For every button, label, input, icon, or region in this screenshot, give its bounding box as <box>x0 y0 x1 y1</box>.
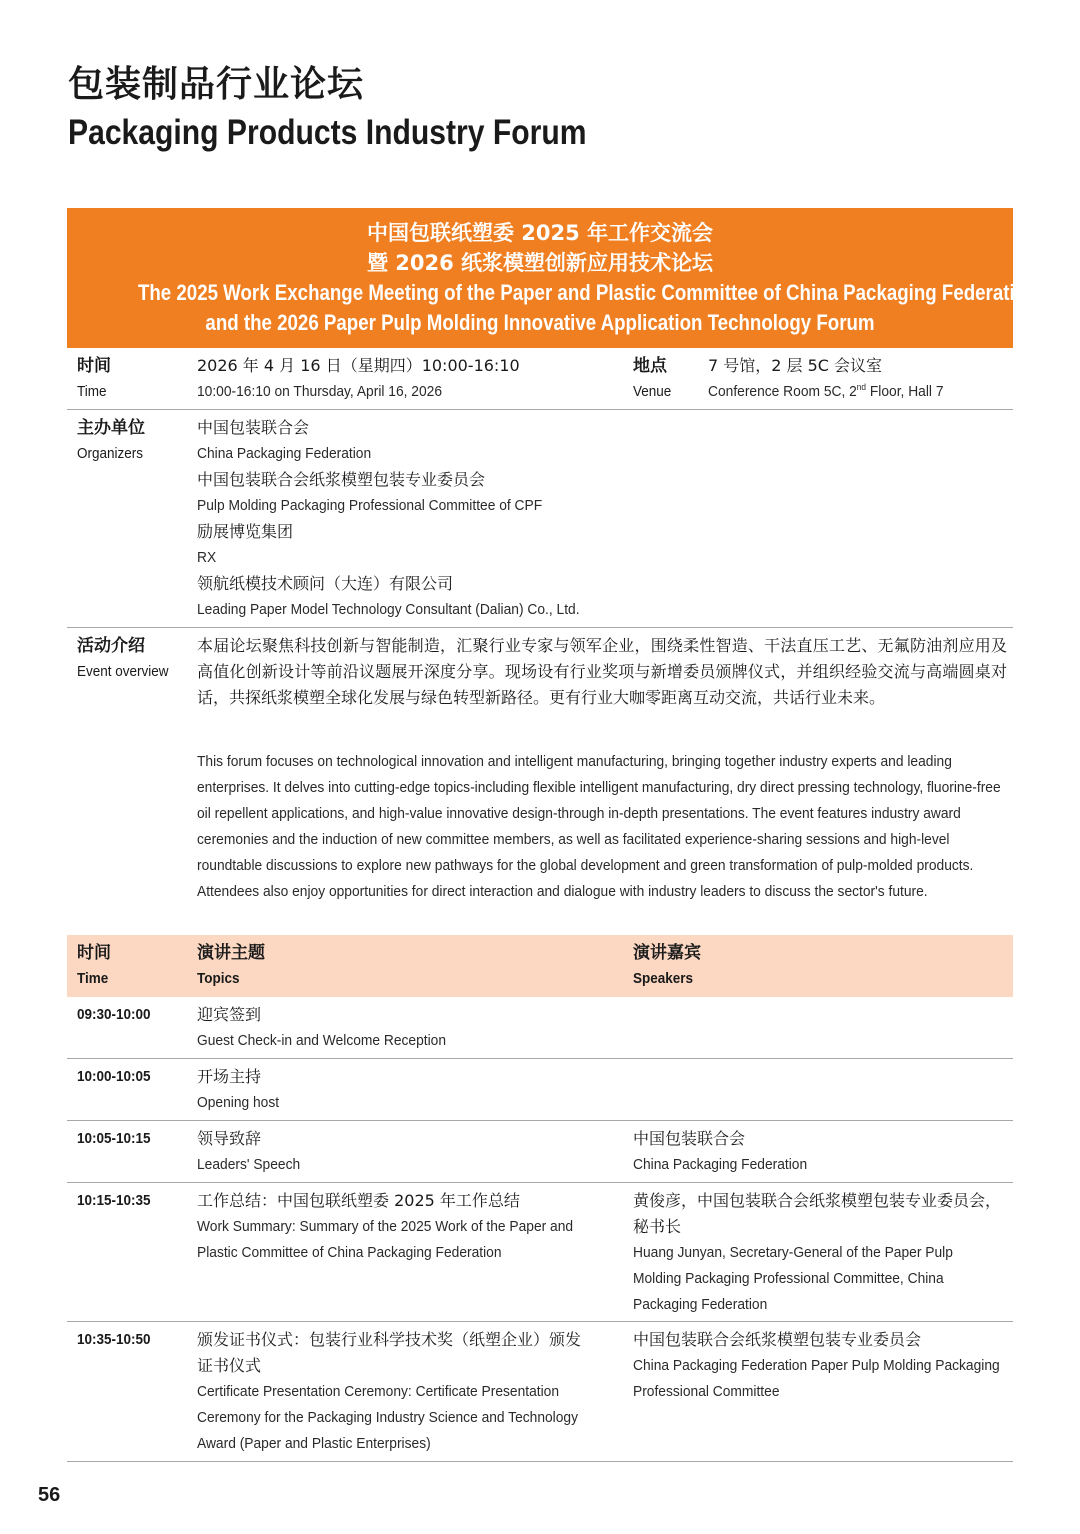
schedule-time: 10:15-10:35 <box>77 1192 151 1209</box>
schedule-topic-en: Certificate Presentation Ceremony: Certificate Presentation Ceremony for the Packaging Industry Science and Technology Award (Paper and Plastic Enterprises) <box>197 1383 579 1452</box>
schedule-header <box>67 935 1013 997</box>
overview-label-en: Event overview <box>77 663 169 680</box>
schedule-topic-cn: 迎宾签到 <box>197 1005 262 1024</box>
schedule-row <box>67 1121 1013 1183</box>
organizer-en: China Packaging Federation <box>197 445 372 462</box>
banner-title-cn-1: 中国包联纸塑委 2025 年工作交流会 <box>366 221 714 245</box>
schedule-speaker-en: Huang Junyan, Secretary-General of the Paper Pulp Molding Packaging Professional Committee, China Packaging Federation <box>633 1244 953 1313</box>
schedule-speaker-en: China Packaging Federation <box>633 1156 808 1173</box>
time-label-en: Time <box>77 383 107 400</box>
schedule-time: 10:05-10:15 <box>77 1130 151 1147</box>
venue-en-sup: nd <box>856 382 867 392</box>
schedule-speakers-label-cn: 演讲嘉宾 <box>633 943 701 963</box>
banner-title-cn-2: 暨 2026 纸浆模塑创新应用技术论坛 <box>366 251 714 275</box>
schedule-row <box>67 1183 1013 1322</box>
overview-text-en: This forum focuses on technological innovation and intelligent manufacturing, bringing together industry experts and leading enterprises. It delves into cutting-edge topics-including flexible intelligent manufacturing, dry direct pressing technology, fluorine-free oil repellent applications, and high-value innovative design-through in-depth presentations. The event features industry award ceremonies and the induction of new committee members, as well as facilitated experience-sharing sessions and high-level roundtable discussions to explore new pathways for the global development and green transformation of pulp-molded products. Attendees also enjoy opportunities for direct interaction and dialogue with industry leaders to discuss the sector's future. <box>197 753 1001 900</box>
overview-text-cn: 本届论坛聚焦科技创新与智能制造，汇聚行业专家与领军企业，围绕柔性智造、干法直压工艺、无氟防油剂应用及高值化创新设计等前沿议题展开深度分享。现场设有行业奖项与新增委员颁牌仪式，并组织经验交流与高端圆桌对话，共探纸浆模塑全球化发展与绿色转型新路径。更有行业大咖零距离互动交流，共话行业未来。 <box>197 636 1007 707</box>
schedule-time-label-cn: 时间 <box>77 943 111 963</box>
organizer-cn: 领航纸模技术顾问（大连）有限公司 <box>197 574 454 593</box>
overview-label-cn: 活动介绍 <box>77 636 145 656</box>
schedule-time: 10:00-10:05 <box>77 1068 151 1085</box>
schedule-time: 10:35-10:50 <box>77 1331 151 1348</box>
venue-value-cn: 7 号馆，2 层 5C 会议室 <box>708 356 883 375</box>
organizers-label-cn: 主办单位 <box>77 418 145 438</box>
schedule-topic-cn: 领导致辞 <box>197 1129 262 1148</box>
page-title-cn: 包装制品行业论坛 <box>68 64 365 105</box>
schedule-speakers-label-en: Speakers <box>633 970 694 987</box>
schedule-topic-en: Leaders' Speech <box>197 1156 301 1173</box>
venue-en-pre: Conference Room 5C, 2 <box>708 383 857 400</box>
schedule-time-label-en: Time <box>77 970 109 987</box>
overview-row <box>67 628 1013 935</box>
schedule-topics-label-cn: 演讲主题 <box>197 943 265 963</box>
venue-en-post: Floor, Hall 7 <box>866 383 944 400</box>
schedule-topic-en: Guest Check-in and Welcome Reception <box>197 1032 447 1049</box>
time-value-cn: 2026 年 4 月 16 日（星期四）10:00-16:10 <box>197 356 520 375</box>
schedule-time: 09:30-10:00 <box>77 1006 151 1023</box>
venue-label-cn: 地点 <box>633 356 667 376</box>
schedule-topic-cn: 颁发证书仪式：包装行业科学技术奖（纸塑企业）颁发证书仪式 <box>197 1330 582 1375</box>
schedule-topics-label-en: Topics <box>197 970 240 987</box>
forum-banner <box>67 208 1038 348</box>
venue-value-en <box>708 379 943 405</box>
schedule-topic-cn: 开场主持 <box>197 1067 262 1086</box>
schedule-row <box>67 1322 1013 1462</box>
organizer-en: Leading Paper Model Technology Consultant (Dalian) Co., Ltd. <box>197 601 580 618</box>
schedule-speaker-cn: 中国包装联合会 <box>633 1129 746 1148</box>
organizer-cn: 中国包装联合会 <box>197 418 310 437</box>
schedule-topic-en: Opening host <box>197 1094 280 1111</box>
banner-title-en-2: and the 2026 Paper Pulp Molding Innovative Application Technology Forum <box>205 310 875 335</box>
schedule-row <box>67 997 1013 1059</box>
organizer-cn: 励展博览集团 <box>197 522 294 541</box>
schedule-row <box>67 1059 1013 1121</box>
page-title-en: Packaging Products Industry Forum <box>68 113 587 152</box>
time-label-cn: 时间 <box>77 356 111 376</box>
schedule-speaker-cn: 黄俊彦，中国包装联合会纸浆模塑包装专业委员会，秘书长 <box>633 1191 1002 1236</box>
banner-title-en-1: The 2025 Work Exchange Meeting of the Paper and Plastic Committee of China Packaging Federation <box>137 280 1038 305</box>
organizers-label-en: Organizers <box>77 445 144 462</box>
organizer-cn: 中国包装联合会纸浆模塑包装专业委员会 <box>197 470 486 489</box>
time-value-en: 10:00-16:10 on Thursday, April 16, 2026 <box>197 383 443 400</box>
venue-label-en: Venue <box>633 383 672 400</box>
page-number: 56 <box>38 1484 61 1506</box>
schedule-topic-cn: 工作总结：中国包联纸塑委 2025 年工作总结 <box>197 1191 520 1210</box>
organizer-en: RX <box>197 549 217 566</box>
time-venue-row <box>67 348 1013 410</box>
schedule-speaker-cn: 中国包装联合会纸浆模塑包装专业委员会 <box>633 1330 922 1349</box>
organizers-list <box>197 415 613 623</box>
schedule-speaker-en: China Packaging Federation Paper Pulp Molding Packaging Professional Committee <box>633 1357 1000 1400</box>
organizer-en: Pulp Molding Packaging Professional Committee of CPF <box>197 497 543 514</box>
schedule-topic-en: Work Summary: Summary of the 2025 Work of the Paper and Plastic Committee of China Packaging Federation <box>197 1218 574 1261</box>
organizers-row <box>67 410 1013 628</box>
